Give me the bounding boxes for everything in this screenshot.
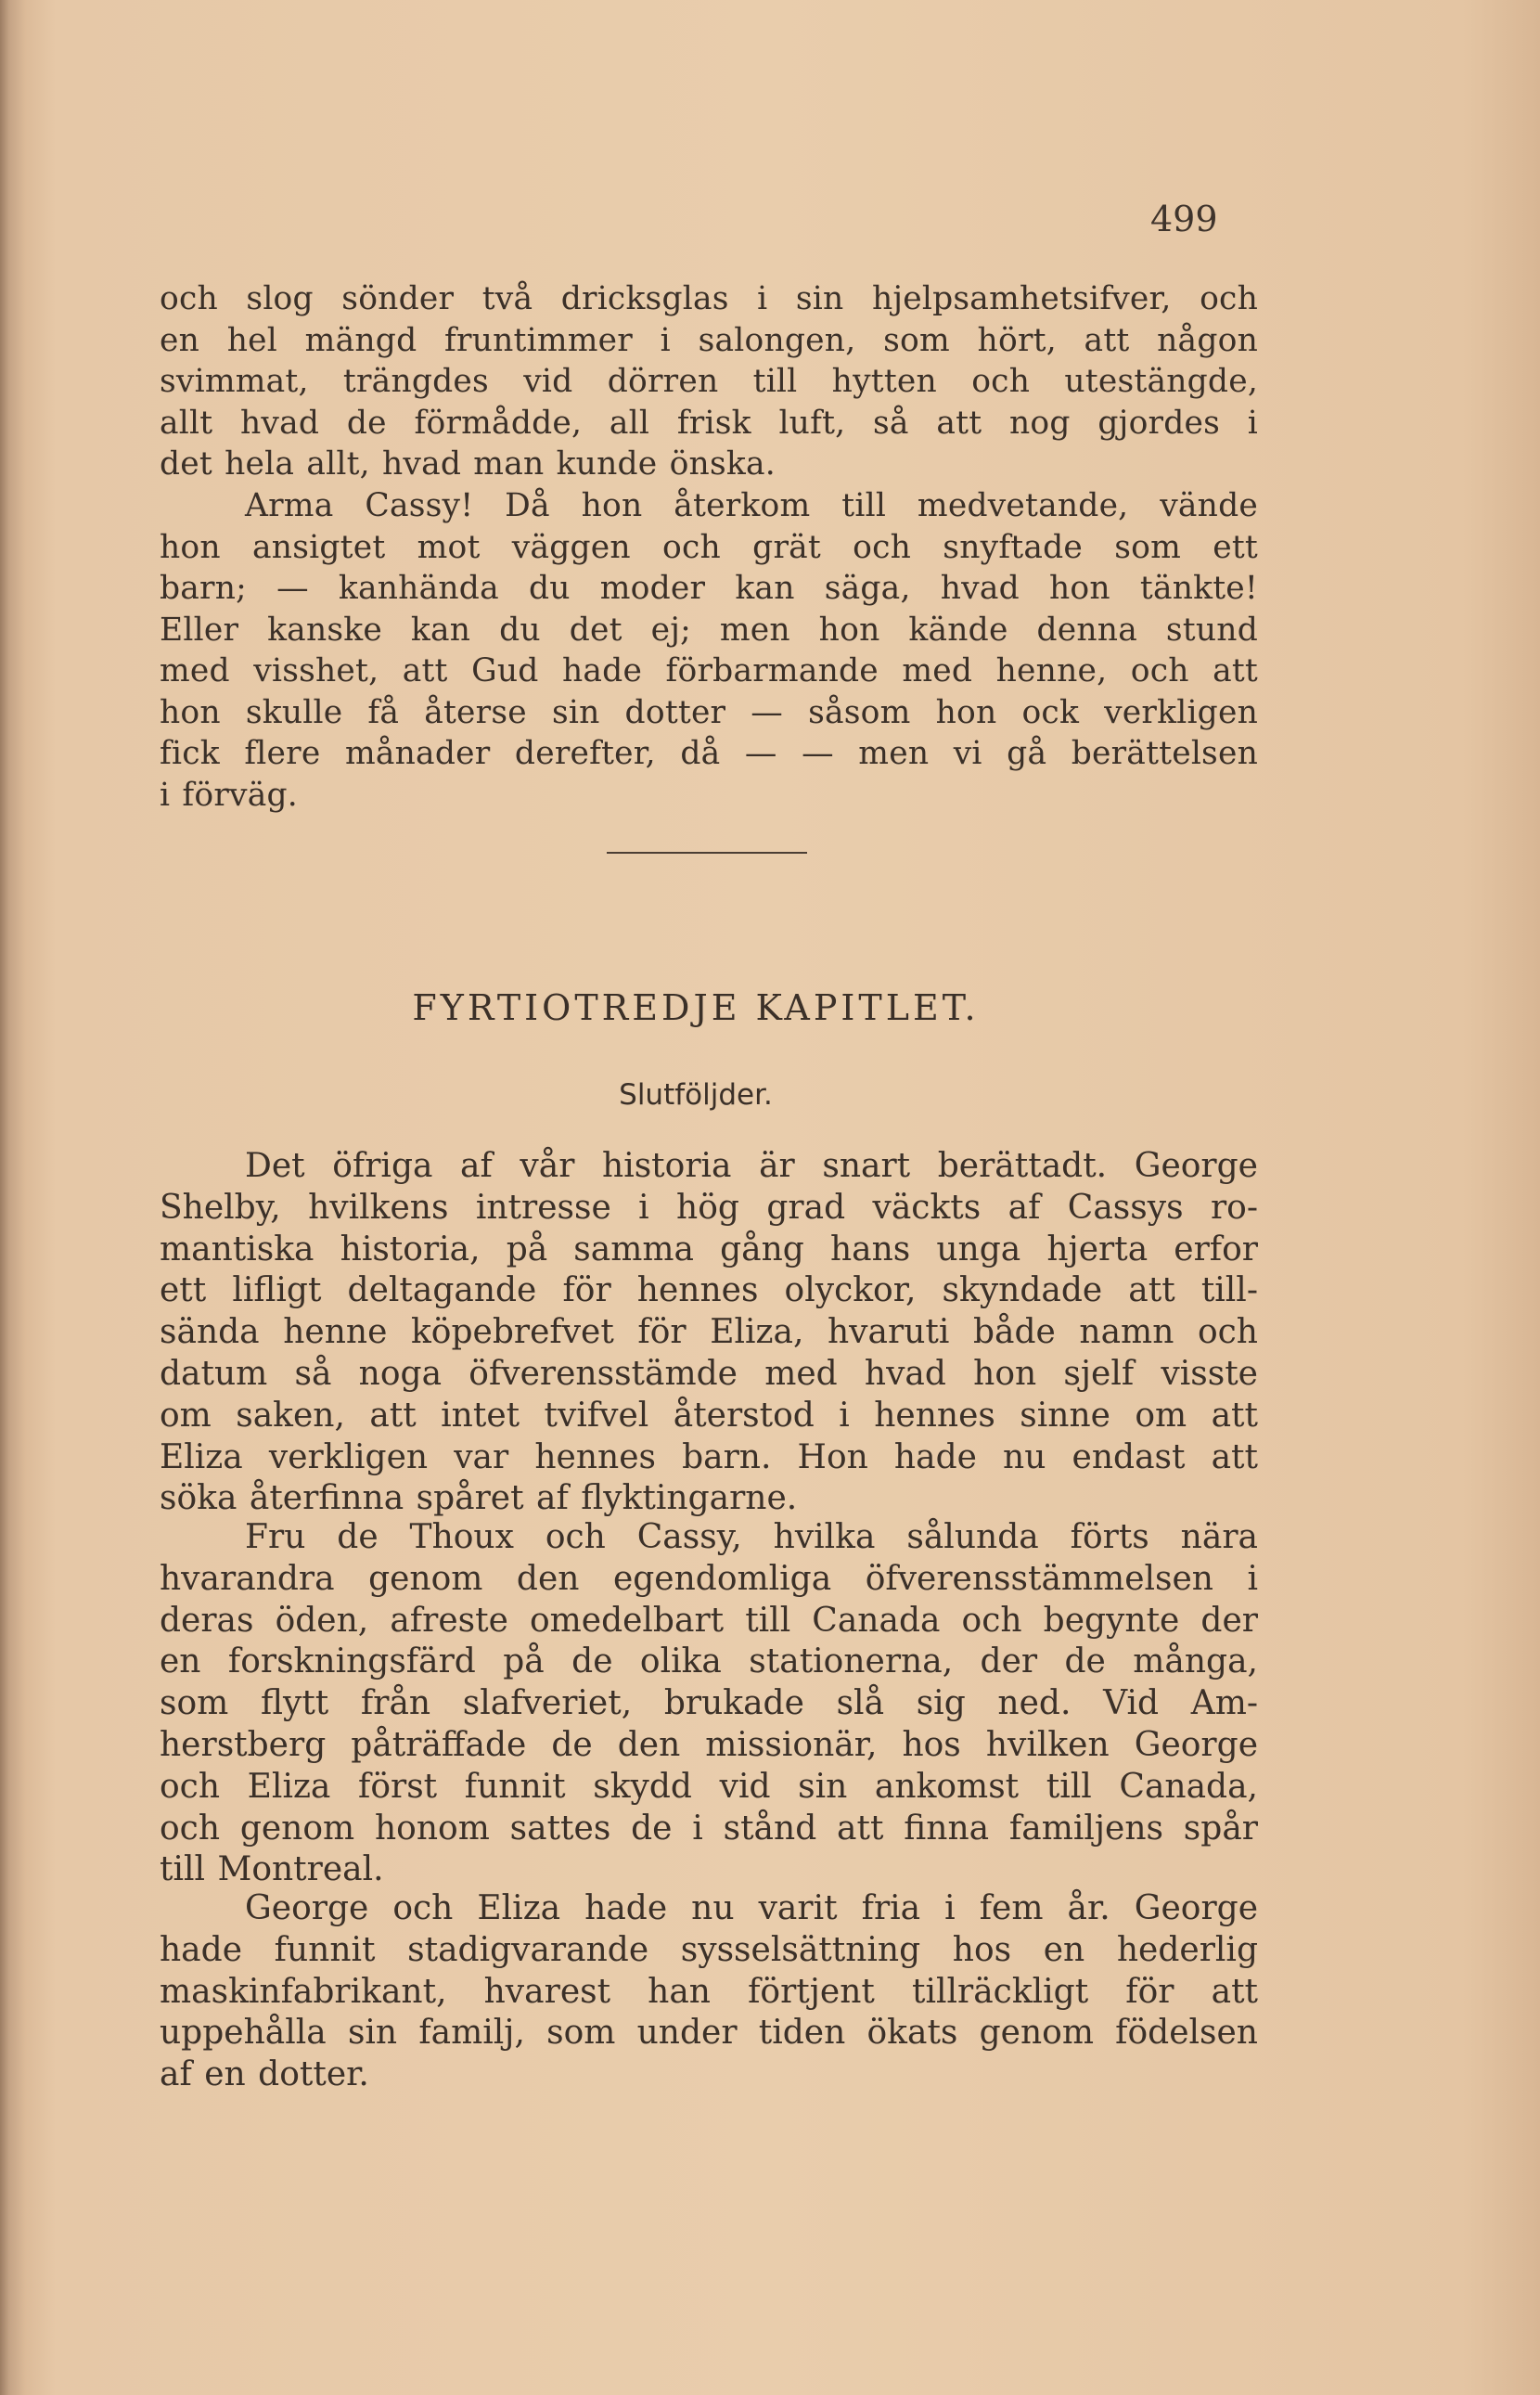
paragraph [160, 1517, 1258, 1891]
text-line: det hela allt, hvad man kunde önska. [160, 445, 776, 483]
text-line: om saken, att intet tvifvel återstod i hennes sinne om att [160, 1396, 1258, 1435]
text-line: hade funnit stadigvarande sysselsättning hos en hederlig [160, 1930, 1258, 1969]
text-line: med visshet, att Gud hade förbarmande med henne, och att [160, 652, 1258, 689]
text-line: hon ansigtet mot väggen och grät och snyftade som ett [160, 528, 1258, 566]
text-line: som flytt från slafveriet, brukade slå sig ned. Vid Am- [160, 1684, 1258, 1723]
text-line: Eliza verkligen var hennes barn. Hon hade nu endast att [160, 1437, 1258, 1476]
text-line: och Eliza först funnit skydd vid sin ankomst till Canada, [160, 1767, 1258, 1806]
section-divider [607, 852, 807, 854]
text-line: fick flere månader derefter, då — — men vi gå berättelsen [160, 735, 1258, 772]
page-number: 499 [1150, 199, 1218, 239]
text-line: en forskningsfärd på de olika stationerna, der de många, [160, 1642, 1258, 1681]
text-line: ett lifligt deltagande för hennes olyckor, skyndade att till- [160, 1271, 1258, 1310]
text-line: en hel mängd fruntimmer i salongen, som hört, att någon [160, 321, 1258, 359]
text-line: hon skulle få återse sin dotter — såsom hon ock verkligen [160, 693, 1258, 731]
text-line: hvarandra genom den egendomliga öfverensstämmelsen i [160, 1559, 1258, 1598]
text-line: uppehålla sin familj, som under tiden ökats genom födelsen [160, 2014, 1258, 2053]
text-line: söka återfinna spåret af flyktingarne. [160, 1479, 798, 1518]
text-line: herstberg påträffade de den missionär, hos hvilken George [160, 1725, 1258, 1764]
text-line: barn; — kanhända du moder kan säga, hvad hon tänkte! [160, 570, 1258, 607]
chapter-subtitle: Slutföljder. [619, 1078, 773, 1112]
text-line: och slog sönder två dricksglas i sin hjelpsamhetsifver, och [160, 280, 1258, 317]
text-line: mantiska historia, på samma gång hans unga hjerta erfor [160, 1230, 1258, 1268]
text-line: datum så noga öfverensstämde med hvad hon sjelf visste [160, 1354, 1258, 1393]
text-line: svimmat, trängdes vid dörren till hytten och utestängde, [160, 363, 1258, 400]
text-line: sända henne köpebrefvet för Eliza, hvaruti både namn och [160, 1313, 1258, 1352]
paragraph [160, 1888, 1258, 2096]
text-line: och genom honom sattes de i stånd att finna familjens spår [160, 1809, 1258, 1848]
text-line: Shelby, hvilkens intresse i hög grad väckts af Cassys ro- [160, 1188, 1258, 1227]
text-line: maskinfabrikant, hvarest han förtjent tillräckligt för att [160, 1972, 1258, 2011]
paragraph [160, 485, 1258, 816]
text-line: deras öden, afreste omedelbart till Canada och begynte der [160, 1601, 1258, 1640]
chapter-title: FYRTIOTREDJE KAPITLET. [412, 987, 980, 1028]
paragraph [160, 278, 1258, 485]
text-line: Eller kanske kan du det ej; men hon kände denna stund [160, 611, 1258, 649]
text-line: allt hvad de förmådde, all frisk luft, så att nog gjordes i [160, 404, 1258, 442]
text-line: Arma Cassy! Då hon återkom till medvetande, vände [245, 487, 1258, 524]
text-line: Fru de Thoux och Cassy, hvilka sålunda förts nära [245, 1518, 1258, 1556]
text-line: i förväg. [160, 776, 298, 814]
text-line: George och Eliza hade nu varit fria i fem år. George [245, 1889, 1258, 1927]
text-line: af en dotter. [160, 2055, 369, 2094]
paragraph [160, 1146, 1258, 1520]
text-line: Det öfriga af vår historia är snart berättadt. George [245, 1147, 1258, 1185]
text-line: till Montreal. [160, 1850, 384, 1889]
